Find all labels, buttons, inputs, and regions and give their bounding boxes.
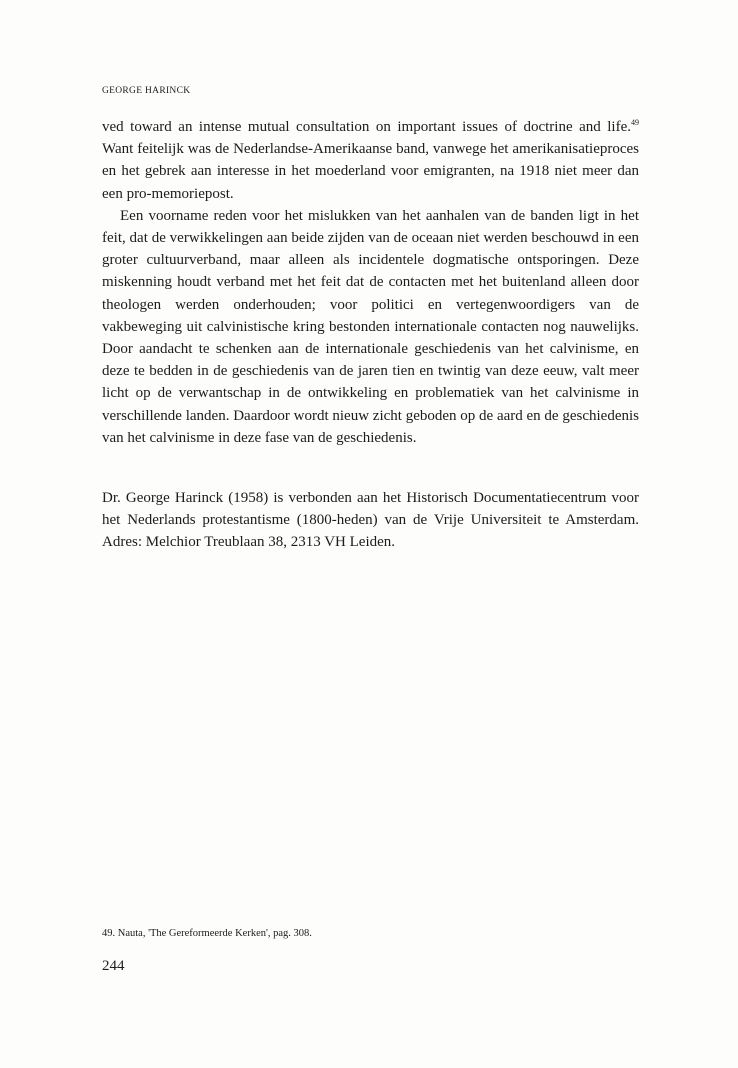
paragraph-1: [102, 116, 639, 205]
paragraph-2: Een voorname reden voor het mislukken van het aanhalen van de banden ligt in het feit, dat de verwikkelingen aan beide zijden van de oceaan niet werden beschouwd in een groter cultuurverband, maar alleen als incidentele dogmatische ontsporingen. Deze miskenning houdt verband met het feit dat de contacten met het buitenland alleen door theologen werden onderhouden; voor politici en vertegenwoordigers van de vakbeweging uit calvinistische kring bestonden internationale contacten nog nauwelijks. Door aandacht te schenken aan de internationale geschiedenis van het calvinisme, en deze te bedden in de geschiedenis van de jaren tien en twintig van deze eeuw, valt meer licht op de verwantschap in de ontwikkeling en problematiek van het calvinisme in verschillende landen. Daardoor wordt nieuw zicht geboden op de aard en de geschiedenis van het calvinisme in deze fase van de geschiedenis.: [102, 207, 639, 446]
footnote-ref-49[interactable]: 49: [631, 118, 639, 127]
author-bio: Dr. George Harinck (1958) is verbonden aan het Historisch Documentatiecentrum voor het Nederlands protestantisme (1800-heden) van de Vrije Universiteit te Amsterdam. Adres: Melchior Treublaan 38, 2313 VH Leiden.: [102, 490, 639, 551]
paragraph-1-continuation: Want feitelijk was de Nederlandse-Amerikaanse band, vanwege het amerikanisatieproces en het gebrek aan interesse in het moederland voor emigranten, na 1918 niet meer dan een pro-memoriepost.: [102, 141, 639, 202]
running-head: GEORGE HARINCK: [102, 86, 191, 96]
body-text: [102, 116, 639, 449]
page-number: 244: [102, 958, 125, 974]
footnote-49: 49. Nauta, 'The Gereformeerde Kerken', pag. 308.: [102, 928, 312, 939]
paragraph-1-text: ved toward an intense mutual consultation on important issues of doctrine and life.: [102, 119, 631, 135]
